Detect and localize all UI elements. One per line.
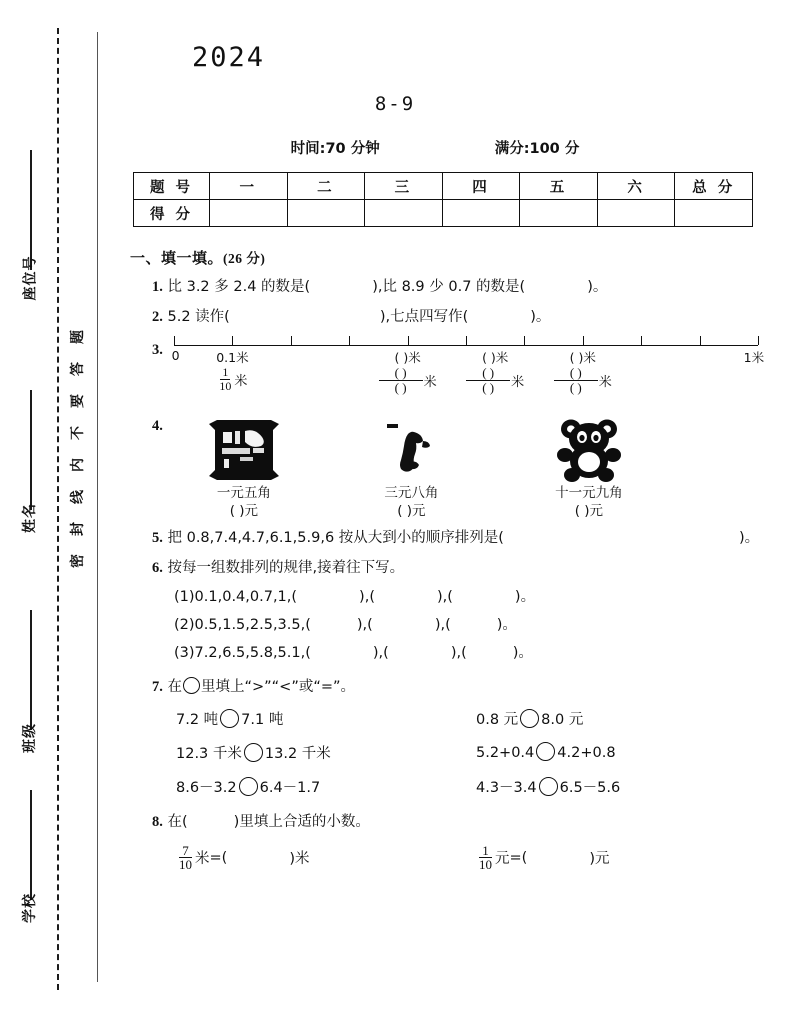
number-line-tick xyxy=(466,336,467,345)
row-end: )。 xyxy=(496,616,517,633)
compare-answer-circle[interactable] xyxy=(244,743,263,762)
number-line-fraction xyxy=(217,366,247,392)
fraction-unit: 元 xyxy=(495,851,510,868)
fraction-unit: 米 xyxy=(511,374,525,390)
seal-warning-text xyxy=(62,330,94,568)
question-number: 3. xyxy=(152,342,163,359)
number-line-tick-label: 0 xyxy=(171,348,180,364)
number-line-axis xyxy=(174,337,758,346)
year-mark: 2024 xyxy=(192,42,266,73)
number-line-tick xyxy=(349,336,350,345)
ice-cream-svg xyxy=(383,418,439,482)
row-sequence: 0.5,1.5,2.5,3.5,( xyxy=(194,616,311,633)
score-table xyxy=(133,172,753,227)
compare-left: 5.2+0.4 xyxy=(476,744,535,761)
answer-blank[interactable]: ( )元 xyxy=(574,503,604,520)
score-table-col-total: 总 分 xyxy=(675,173,753,200)
compare-left: 12.3 千米 xyxy=(176,745,242,762)
margin-field-seat-number xyxy=(8,150,52,301)
page-title: 8-9 xyxy=(374,93,416,115)
row-label: (3) xyxy=(174,644,195,661)
number-line-tick xyxy=(700,336,701,345)
answer-blank[interactable]: ( )米 xyxy=(482,350,509,366)
fraction-display xyxy=(466,366,510,394)
field-rule xyxy=(30,610,32,730)
field-rule xyxy=(30,790,32,900)
compare-pair-6 xyxy=(476,776,760,797)
compare-answer-circle[interactable] xyxy=(220,709,239,728)
fraction-numerator: ( ) xyxy=(379,366,423,381)
question-6-row-2 xyxy=(130,615,760,636)
fraction-display xyxy=(379,366,423,394)
answer-blank[interactable]: ( )米 xyxy=(394,350,421,366)
fraction-numerator: ( ) xyxy=(554,366,598,381)
exam-full-score: 满分:100 分 xyxy=(494,141,580,157)
number-line-tick xyxy=(174,336,175,345)
row-sep: ),( xyxy=(434,616,451,633)
fraction-display xyxy=(176,844,195,872)
question-7-prompt-b: 里填上“>”“<”或“=”。 xyxy=(200,678,356,695)
question-8-prompt-b: )里填上合适的小数。 xyxy=(233,813,370,830)
compare-pair-2 xyxy=(476,708,760,729)
compare-pair-1 xyxy=(176,708,476,729)
seal-char: 密 xyxy=(70,554,86,568)
price-caption: 一元五角 xyxy=(216,485,271,502)
price-item-snack xyxy=(169,416,319,520)
margin-field-class xyxy=(8,610,52,753)
question-6-prompt: 按每一组数排列的规律,接着往下写。 xyxy=(167,560,405,577)
row-sep: ),( xyxy=(372,644,389,661)
question-7 xyxy=(130,677,760,698)
price-caption: 十一元九角 xyxy=(555,485,623,502)
compare-answer-circle[interactable] xyxy=(539,777,558,796)
section-heading-text: 一、填一填。 xyxy=(130,249,224,267)
fraction-display xyxy=(476,844,495,872)
score-table-col-4: 四 xyxy=(442,173,520,200)
question-2-part-b: ),七点四写作( xyxy=(379,309,469,326)
ice-cream-icon xyxy=(319,416,504,484)
compare-right: 4.2+0.8 xyxy=(557,744,616,761)
question-5-part-a: 把 0.8,7.4,4.7,6.1,5.9,6 按从大到小的顺序排列是( xyxy=(167,530,504,547)
fraction-denominator: 10 xyxy=(219,378,232,393)
question-6 xyxy=(130,558,760,579)
table-row-scores xyxy=(134,200,753,227)
margin-field-label: 学校 xyxy=(22,893,38,923)
score-cell[interactable] xyxy=(210,200,288,227)
fraction-conversion-1 xyxy=(176,844,476,872)
seal-char: 线 xyxy=(70,490,86,504)
compare-left: 8.6－3.2 xyxy=(176,779,237,796)
exam-meta-row xyxy=(130,137,760,158)
exam-duration: 时间:70 分钟 xyxy=(290,141,380,157)
number-line-fraction-row xyxy=(174,366,758,406)
compare-right: 7.1 吨 xyxy=(241,711,284,728)
field-rule xyxy=(30,390,32,510)
score-cell[interactable] xyxy=(520,200,598,227)
seal-char: 题 xyxy=(70,330,86,344)
score-table-col-5: 五 xyxy=(520,173,598,200)
answer-blank[interactable]: ( )元 xyxy=(397,503,426,520)
question-2 xyxy=(130,307,760,328)
answer-blank[interactable]: ( )元 xyxy=(229,503,259,520)
fraction-conversion-2 xyxy=(476,844,760,872)
seal-char: 封 xyxy=(70,522,86,536)
question-number: 5. xyxy=(152,530,163,547)
number-line-fraction[interactable] xyxy=(466,366,524,394)
question-number: 6. xyxy=(152,560,163,577)
number-line-tick xyxy=(758,336,759,345)
table-row-headers xyxy=(134,173,753,200)
price-item-teddy-bear xyxy=(504,416,674,520)
fraction-unit: 米 xyxy=(195,851,210,868)
question-6-row-1 xyxy=(130,587,760,608)
number-line-tick-label: 1米 xyxy=(743,350,765,366)
row-label: (2) xyxy=(174,616,195,633)
number-line-tick xyxy=(291,336,292,345)
compare-answer-circle[interactable] xyxy=(536,742,555,761)
answer-unit: )米 xyxy=(289,851,310,868)
compare-left: 0.8 元 xyxy=(476,711,519,728)
compare-circle-icon xyxy=(183,677,200,694)
fraction-unit: 米 xyxy=(234,373,248,389)
row-label: (1) xyxy=(174,588,195,605)
fraction-numerator: 1 xyxy=(479,844,492,859)
fraction-denominator: ( ) xyxy=(394,379,407,395)
teddy-bear-svg xyxy=(556,417,622,483)
margin-field-label: 班级 xyxy=(22,723,38,753)
compare-right: 6.5－5.6 xyxy=(559,779,621,796)
fraction-denominator: ( ) xyxy=(482,379,495,395)
compare-right: 6.4－1.7 xyxy=(259,779,321,796)
number-line-tick xyxy=(232,336,233,345)
compare-pair-3 xyxy=(176,742,476,763)
fraction-numerator: 7 xyxy=(179,844,192,859)
number-line-fraction[interactable] xyxy=(554,366,612,394)
row-end: )。 xyxy=(512,644,533,661)
seal-char: 要 xyxy=(70,394,86,408)
field-rule xyxy=(30,150,32,270)
row-sep: ),( xyxy=(359,588,375,605)
seal-dashed-line xyxy=(57,28,59,990)
question-1-part-c: )。 xyxy=(587,279,608,295)
answer-blank[interactable]: ( )米 xyxy=(569,350,596,366)
seal-solid-line xyxy=(97,32,98,982)
seal-char: 答 xyxy=(70,362,86,376)
compare-left: 4.3－3.4 xyxy=(476,779,537,796)
price-caption: 三元八角 xyxy=(384,485,439,502)
fraction-display xyxy=(554,366,598,394)
margin-field-label: 座位号 xyxy=(22,255,38,301)
section-heading-fill-in xyxy=(130,247,760,268)
row-sequence: 0.1,0.4,0.7,1,( xyxy=(194,588,298,605)
row-sequence: 7.2,6.5,5.8,5.1,( xyxy=(194,644,311,661)
compare-answer-circle[interactable] xyxy=(520,709,539,728)
compare-left: 7.2 吨 xyxy=(176,711,219,728)
number-line-tick xyxy=(408,336,409,345)
row-sep: ),( xyxy=(356,616,373,633)
score-cell[interactable] xyxy=(365,200,443,227)
score-cell[interactable] xyxy=(287,200,365,227)
fraction-denominator: 10 xyxy=(479,857,492,873)
compare-pair-5 xyxy=(176,776,476,797)
fraction-unit: 米 xyxy=(423,374,437,390)
question-8 xyxy=(130,812,760,833)
number-line-tick xyxy=(524,336,525,345)
row-sep: ),( xyxy=(450,644,467,661)
snack-bag-svg xyxy=(207,418,281,482)
compare-answer-circle[interactable] xyxy=(239,777,258,796)
question-number: 8. xyxy=(152,813,163,830)
row-end: )。 xyxy=(514,588,536,605)
fraction-denominator: 10 xyxy=(179,857,192,873)
score-table-col-6: 六 xyxy=(597,173,675,200)
compare-right: 13.2 千米 xyxy=(264,745,331,762)
question-number: 1. xyxy=(152,279,163,295)
question-7-prompt-a: 在 xyxy=(167,678,182,695)
fraction-denominator: ( ) xyxy=(569,379,582,395)
score-table-row-label: 题 号 xyxy=(134,173,210,200)
number-line-fraction[interactable] xyxy=(379,366,437,394)
teddy-bear-icon xyxy=(504,416,674,484)
equals-sign: =( xyxy=(509,849,528,866)
section-points: (26 分) xyxy=(223,251,266,266)
score-cell[interactable] xyxy=(442,200,520,227)
number-line-tick xyxy=(583,336,584,345)
snack-bag-icon xyxy=(169,416,319,484)
fraction-numerator: ( ) xyxy=(466,366,510,381)
answer-blank[interactable]: 0.1米 xyxy=(216,350,249,366)
question-1 xyxy=(130,277,760,298)
question-4 xyxy=(130,416,760,520)
seal-char: 不 xyxy=(70,426,86,440)
compare-pair-4 xyxy=(476,742,760,763)
score-table-col-2: 二 xyxy=(287,173,365,200)
question-3 xyxy=(130,332,765,410)
question-number: 7. xyxy=(152,678,163,695)
question-8-prompt-a: 在( xyxy=(167,813,188,830)
compare-right: 8.0 元 xyxy=(541,711,584,728)
exam-sheet xyxy=(100,0,786,1024)
fraction-numerator: 1 xyxy=(222,365,229,380)
score-table-col-1: 一 xyxy=(210,173,288,200)
margin-field-label: 姓名 xyxy=(22,503,38,533)
question-number: 4. xyxy=(152,418,163,435)
score-table-row-label: 得 分 xyxy=(134,200,210,227)
score-cell[interactable] xyxy=(597,200,675,227)
margin-field-name xyxy=(8,390,52,533)
question-8-items xyxy=(130,844,760,872)
fraction-unit: 米 xyxy=(598,374,612,390)
question-1-part-a: 比 3.2 多 2.4 的数是( xyxy=(167,279,311,295)
compare-grid xyxy=(130,708,760,797)
score-table-col-3: 三 xyxy=(365,173,443,200)
question-1-part-b: ),比 8.9 少 0.7 的数是( xyxy=(372,279,526,295)
number-line-labels xyxy=(171,348,765,366)
equals-sign: =( xyxy=(209,849,228,866)
number-line-tick xyxy=(641,336,642,345)
question-5 xyxy=(130,528,760,549)
score-cell[interactable] xyxy=(675,200,753,227)
question-5-part-b: )。 xyxy=(738,530,760,547)
fraction-display xyxy=(217,366,233,392)
answer-unit: )元 xyxy=(589,851,610,868)
price-item-ice-cream xyxy=(319,416,504,520)
question-number: 2. xyxy=(152,309,163,326)
seal-char: 内 xyxy=(70,458,86,472)
question-2-part-c: )。 xyxy=(530,309,551,326)
question-6-row-3 xyxy=(130,643,760,664)
margin-field-school xyxy=(8,790,52,923)
row-sep: ),( xyxy=(436,588,453,605)
left-margin-seal-area xyxy=(0,0,100,1024)
question-2-part-a: 5.2 读作( xyxy=(167,309,230,326)
